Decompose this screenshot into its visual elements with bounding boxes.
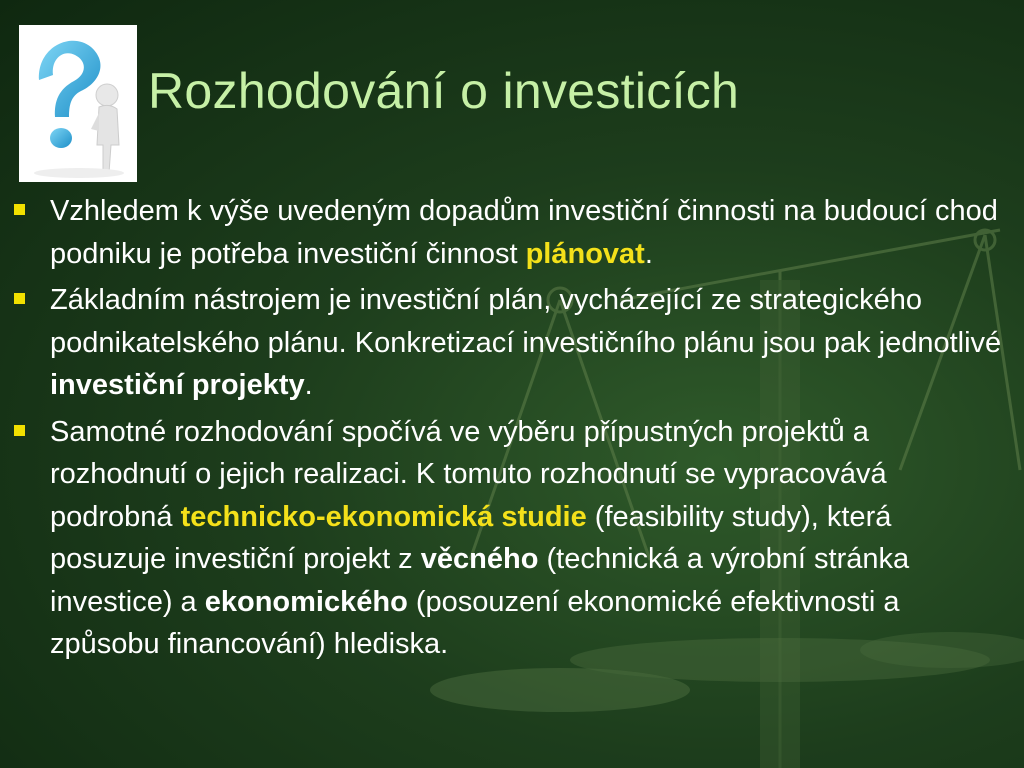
bullet-marker-icon bbox=[14, 425, 25, 436]
bold-text: věcného bbox=[420, 543, 539, 575]
bullet-marker-icon bbox=[14, 204, 25, 215]
question-mark-figure-icon bbox=[19, 25, 137, 182]
question-figure-logo bbox=[19, 25, 137, 182]
bullet-marker-icon bbox=[14, 293, 25, 304]
bullet-item bbox=[12, 279, 1012, 407]
slide-title: Rozhodování o investicích bbox=[148, 63, 740, 119]
bullet-text: Základním nástrojem je investiční plán, vycházející ze strategického podnikatelského plánu. Konkretizací investičního plánu jsou pak jednotlivé investiční projekty. bbox=[50, 284, 1002, 401]
bullet-text: Samotné rozhodování spočívá ve výběru přípustných projektů a rozhodnutí o jejich realizaci. K tomuto rozhodnutí se vypracovává podrobná technicko-ekonomická studie (feasibility study), která posuzuje investiční projekt z věcného (technická a výrobní stránka investice) a ekonomického (posouzení ekonomické efektivnosti a způsobu financování) hlediska. bbox=[50, 415, 910, 660]
bullet-list bbox=[12, 190, 1012, 670]
bold-text: investiční projekty bbox=[50, 369, 305, 401]
highlight-text: technicko-ekonomická studie bbox=[180, 500, 587, 533]
highlight-text: plánovat bbox=[525, 237, 645, 270]
bullet-item bbox=[12, 190, 1012, 275]
bullet-text: Vzhledem k výše uvedeným dopadům investiční činnosti na budoucí chod podniku je potřeba investiční činnost plánovat. bbox=[50, 195, 998, 270]
bold-text: ekonomického bbox=[204, 585, 408, 618]
bullet-item bbox=[12, 411, 1012, 666]
